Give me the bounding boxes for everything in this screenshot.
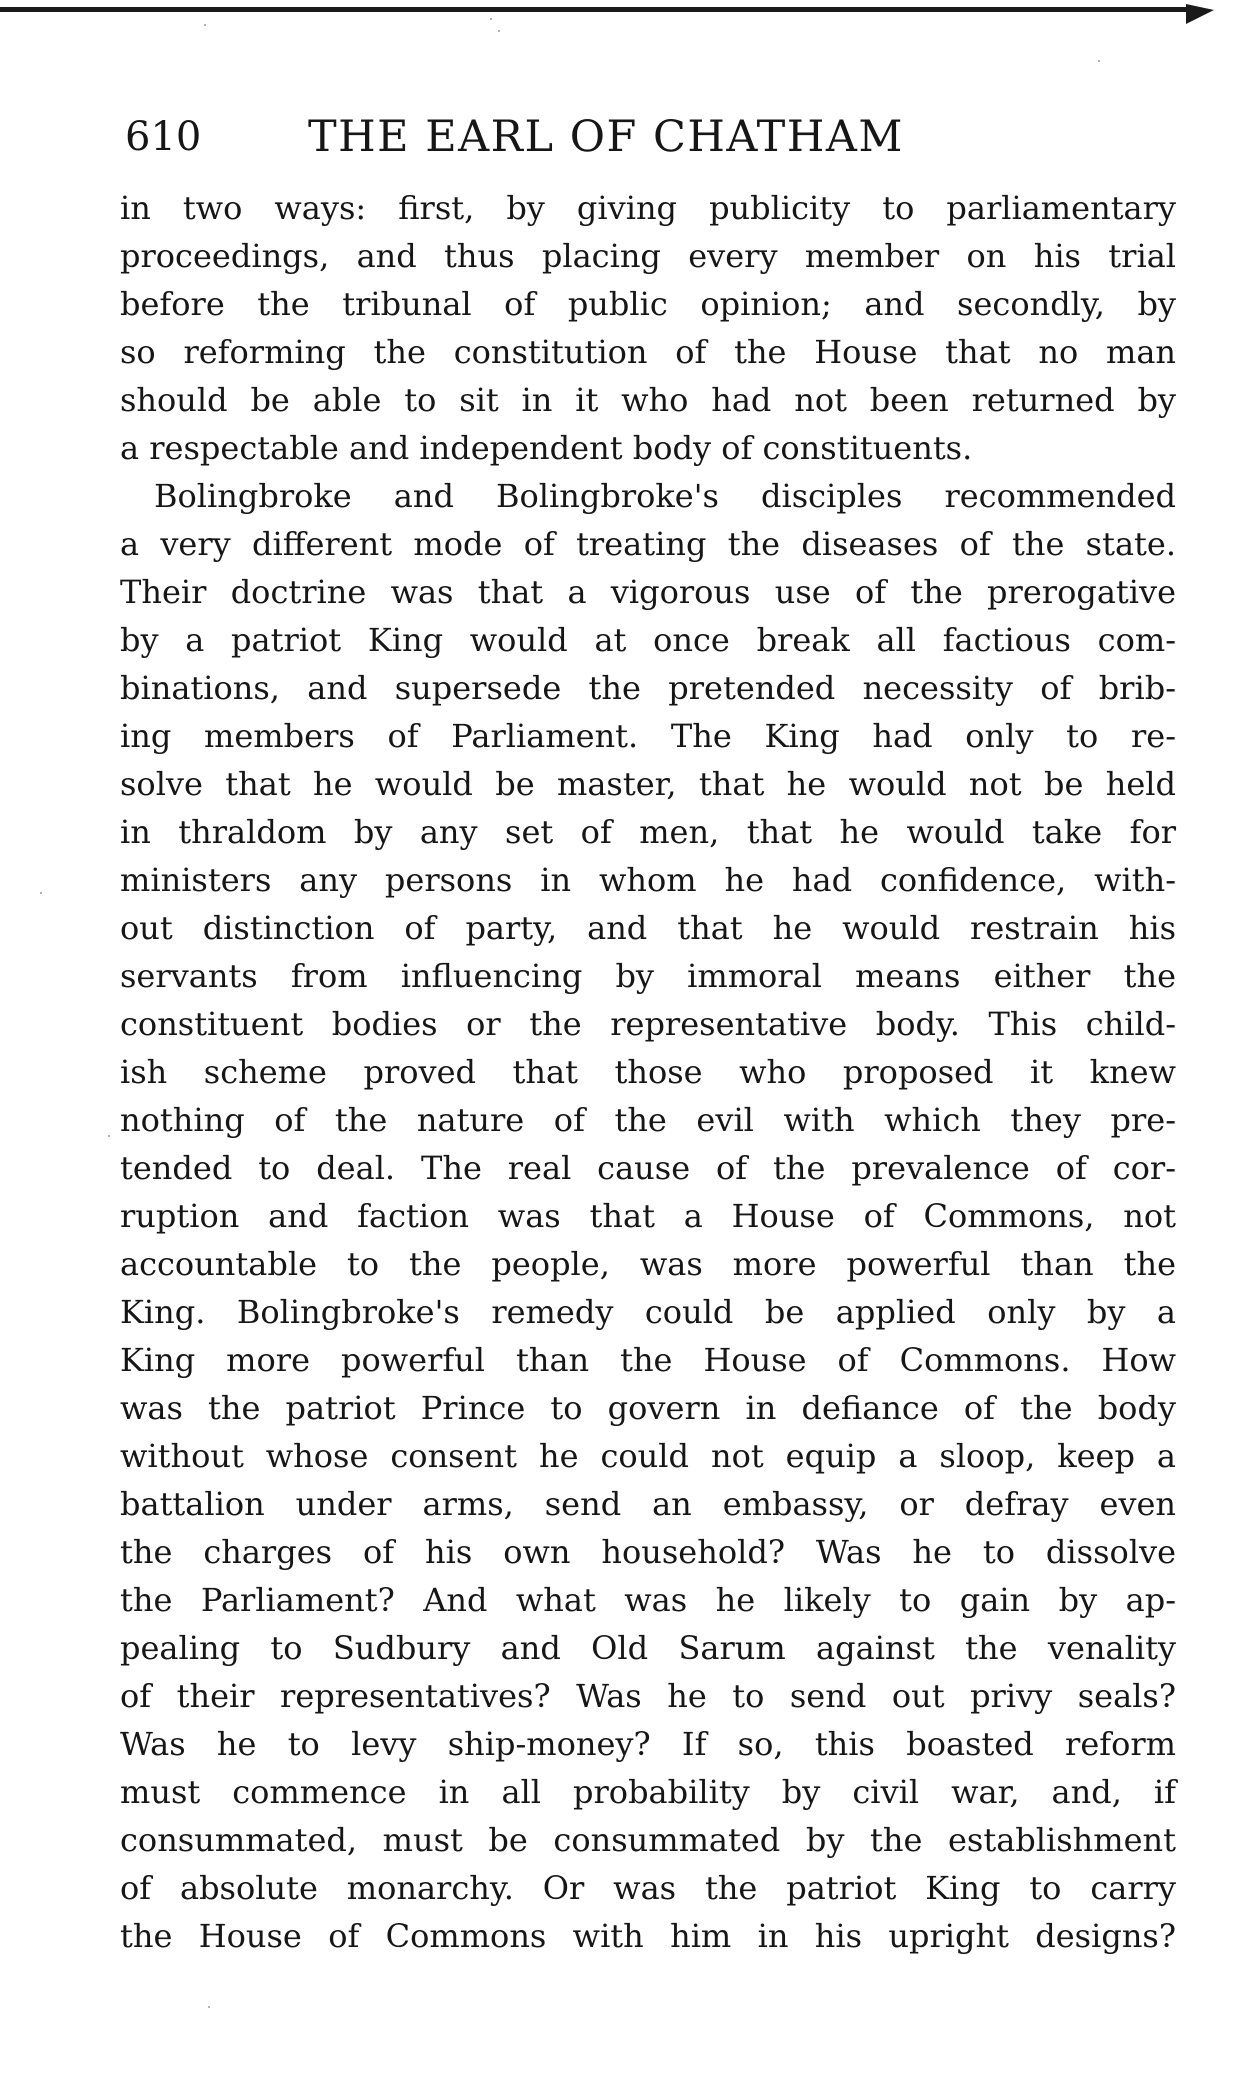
text-line: a very different mode of treating the diseases of the state. [120, 525, 1176, 563]
text-line: of absolute monarchy. Or was the patriot King to carry [120, 1869, 1176, 1907]
text-line: constituent bodies or the representative body. This child- [120, 1005, 1176, 1043]
body-text [120, 184, 1176, 1960]
text-line: pealing to Sudbury and Old Sarum against the venality [120, 1629, 1176, 1667]
text-line: was the patriot Prince to govern in defiance of the body [120, 1389, 1176, 1427]
book-page [120, 102, 1176, 1960]
text-line: out distinction of party, and that he would restrain his [120, 909, 1176, 947]
text-line: tended to deal. The real cause of the prevalence of cor- [120, 1149, 1176, 1187]
text-line: should be able to sit in it who had not been returned by [120, 381, 1176, 419]
text-line: must commence in all probability by civil war, and, if [120, 1773, 1176, 1811]
text-line: ish scheme proved that those who proposed it knew [120, 1053, 1176, 1091]
speck [40, 892, 42, 894]
speck [490, 18, 492, 20]
text-line: in two ways: first, by giving publicity to parliamentary [120, 189, 1176, 227]
text-line: ministers any persons in whom he had confidence, with- [120, 861, 1176, 899]
text-line: before the tribunal of public opinion; and secondly, by [120, 285, 1176, 323]
text-line: the Parliament? And what was he likely to gain by ap- [120, 1581, 1176, 1619]
running-head [120, 102, 1176, 184]
text-line: Was he to levy ship-money? If so, this boasted reform [120, 1725, 1176, 1763]
text-line: consummated, must be consummated by the establishment [120, 1821, 1176, 1859]
running-head-title: THE EARL OF CHATHAM [308, 112, 904, 162]
text-line: ing members of Parliament. The King had only to re- [120, 717, 1176, 755]
text-line: proceedings, and thus placing every member on his trial [120, 237, 1176, 275]
text-line: by a patriot King would at once break all factious com- [120, 621, 1176, 659]
text-line: so reforming the constitution of the House that no man [120, 333, 1176, 371]
speck [208, 2006, 210, 2008]
text-line: of their representatives? Was he to send out privy seals? [120, 1677, 1176, 1715]
text-line: battalion under arms, send an embassy, or defray even [120, 1485, 1176, 1523]
paragraph [120, 472, 1176, 1960]
speck [204, 24, 206, 26]
text-line: Their doctrine was that a vigorous use of the prerogative [120, 573, 1176, 611]
text-line: Bolingbroke and Bolingbroke's disciples recommended [154, 477, 1176, 515]
top-rule-tip [1186, 4, 1214, 24]
page-number: 610 [125, 114, 202, 160]
text-line: King more powerful than the House of Commons. How [120, 1341, 1176, 1379]
text-line: accountable to the people, was more powerful than the [120, 1245, 1176, 1283]
text-line: King. Bolingbroke's remedy could be applied only by a [120, 1293, 1176, 1331]
text-line: servants from influencing by immoral means either the [120, 957, 1176, 995]
text-line: a respectable and independent body of constituents. [120, 429, 973, 467]
text-line: nothing of the nature of the evil with which they pre- [120, 1101, 1176, 1139]
text-line: solve that he would be master, that he would not be held [120, 765, 1176, 803]
text-line: binations, and supersede the pretended necessity of brib- [120, 669, 1176, 707]
text-line: the House of Commons with him in his upright designs? [120, 1917, 1176, 1955]
top-rule [0, 7, 1196, 12]
speck [1098, 60, 1100, 62]
speck [498, 30, 500, 32]
speck [108, 1135, 110, 1137]
paragraph [120, 184, 1176, 472]
text-line: without whose consent he could not equip a sloop, keep a [120, 1437, 1176, 1475]
text-line: ruption and faction was that a House of Commons, not [120, 1197, 1176, 1235]
text-line: in thraldom by any set of men, that he would take for [120, 813, 1176, 851]
text-line: the charges of his own household? Was he to dissolve [120, 1533, 1176, 1571]
